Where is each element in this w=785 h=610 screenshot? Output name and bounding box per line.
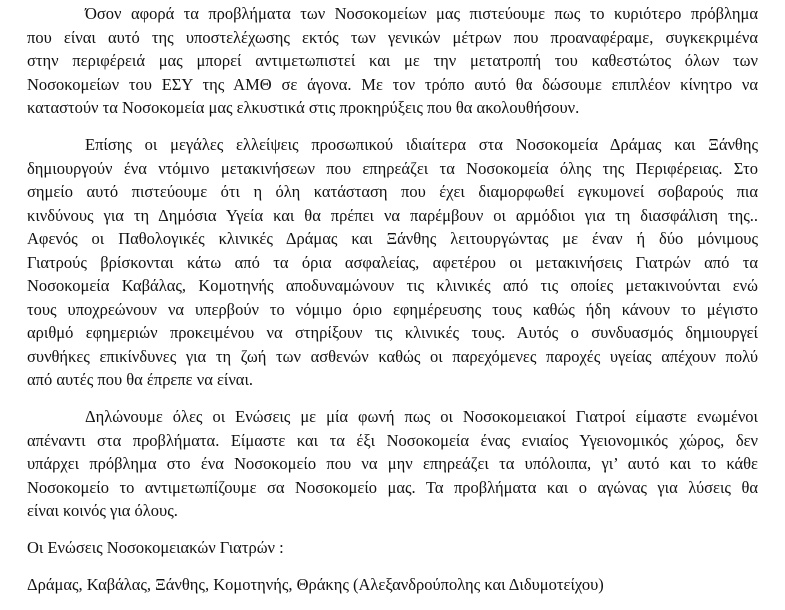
paragraph-hospitals-status bbox=[27, 2, 758, 120]
text-line: συνθήκες επικίνδυνες για τη ζωή των ασθενών καθώς οι παρεχόμενες παροχές υγείας απέχουν πολύ bbox=[27, 346, 758, 366]
text-line: Νοσοκομεία Καβάλας, Κομοτηνής αποδυναμώνουν τις κλινικές από τις οποίες μετακινούνται ενώ bbox=[27, 276, 758, 295]
text-line: κινδύνους για τη Δημόσια Υγεία και θα πρέπει να παρέμβουν οι αρμόδιοι για τη διασφάλιση της.. bbox=[27, 205, 758, 225]
text-line: Δράμας, Καβάλας, Ξάνθης, Κομοτηνής, Θράκης (Αλεξανδρούπολης και Διδυμοτείχου) bbox=[27, 575, 604, 594]
text-line: τους υποχρεώνουν να υπερβούν το νόμιμο όριο εφημέρευσης τους καθώς ήδη κάνουν το μέγιστο bbox=[27, 299, 758, 319]
text-line: σημείο αυτό πιστεύουμε ότι η όλη κατάσταση που έχει διαμορφωθεί εγκυμονεί σοβαρούς πια bbox=[27, 182, 758, 201]
text-line: καταστούν τα Νοσοκομεία μας ελκυστικά στις προκηρύξεις που θα ακολουθήσουν. bbox=[27, 98, 580, 117]
text-line: Όσον αφορά τα προβλήματα των Νοσοκομείων μας πιστεύουμε πως το κυριότερο πρόβλημα bbox=[85, 4, 758, 23]
document-body bbox=[27, 2, 758, 610]
paragraph-unity-statement bbox=[27, 405, 758, 523]
text-line: υπάρχει πρόβλημα στο ένα Νοσοκομείο που να μην επηρεάζει τα υπόλοιπα, γι’ αυτό και το κάθε bbox=[27, 454, 758, 473]
text-line: Αφενός οι Παθολογικές κλινικές Δράμας και Ξάνθης λειτουργώντας με έναν ή δύο μόνιμους bbox=[27, 229, 758, 248]
signature-heading bbox=[27, 536, 758, 560]
paragraph-staff-shortages bbox=[27, 133, 758, 392]
text-line: δημιουργούν ένα ντόμινο μετακινήσεων που επηρεάζει τα Νοσοκομεία όλης της Περιφέρειας. Στο bbox=[27, 158, 758, 178]
text-line: Νοσοκομείο το αντιμετωπίζουμε σα Νοσοκομείο μας. Τα προβλήματα και ο αγώνας για λύσεις θα bbox=[27, 477, 758, 497]
text-line: Δηλώνουμε όλες οι Ενώσεις με μία φωνή πως οι Νοσοκομειακοί Γιατροί είμαστε ενωμένοι bbox=[85, 407, 758, 426]
text-line: που είναι αυτό της υποστελέχωσης εκτός των γενικών μέτρων που προαναφέραμε, συγκεκριμένα bbox=[27, 27, 758, 47]
text-line: είναι κοινός για όλους. bbox=[27, 501, 178, 520]
signature-unions bbox=[27, 573, 758, 597]
text-line: Οι Ενώσεις Νοσοκομειακών Γιατρών : bbox=[27, 538, 284, 557]
text-line: Επίσης οι μεγάλες ελλείψεις προσωπικού ιδιαίτερα στα Νοσοκομεία Δράμας και Ξάνθης bbox=[85, 135, 758, 154]
text-line: αριθμό εφημεριών προκειμένου να στηρίξουν τις κλινικές τους. Αυτός ο συνδυασμός δημιουργεί bbox=[27, 323, 758, 342]
text-line: Γιατρούς βρίσκονται κάτω από τα όρια ασφαλείας, αφετέρου οι μετακινήσεις Γιατρών από τα bbox=[27, 252, 758, 272]
text-line: απέναντι στα προβλήματα. Είμαστε και τα έξι Νοσοκομεία ένας ενιαίος Υγειονομικός χώρος, δεν bbox=[27, 430, 758, 450]
text-line: στην περιφέρειά μας μπορεί αντιμετωπιστεί και με την μετατροπή του καθεστώτος όλων των bbox=[27, 51, 758, 70]
text-line: από αυτές που θα έπρεπε να είναι. bbox=[27, 370, 254, 389]
text-line: Νοσοκομείων του ΕΣΥ της ΑΜΘ σε άγονα. Με τον τρόπο αυτό θα δώσουμε επιπλέον κίνητρο να bbox=[27, 74, 758, 94]
